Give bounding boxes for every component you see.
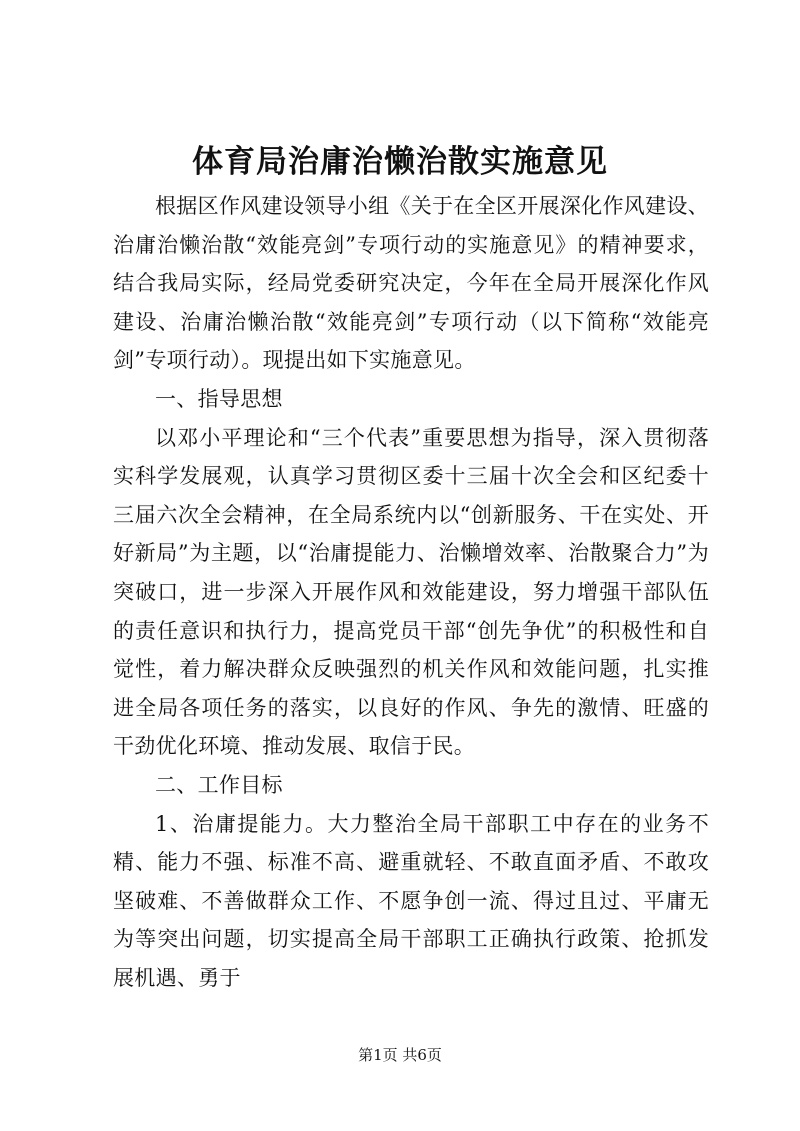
section-heading-guiding-ideology: 一、指导思想: [155, 386, 283, 411]
section-heading-work-goals: 二、工作目标: [155, 772, 283, 797]
paragraph-goal-1: 1、治庸提能力。大力整治全局干部职工中存在的业务不精、能力不强、标准不高、避重就轻、不敢直面矛盾、不敢攻坚破难、不善做群众工作、不愿争创一流、得过且过、平庸无为等突出问题，切实提高全局干部职工正确执行政策、抢抓发展机遇、勇于: [113, 811, 709, 990]
paragraph-intro: 根据区作风建设领导小组《关于在全区开展深化作风建设、治庸治懒治散“效能亮剑”专项行动的实施意见》的精神要求，结合我局实际，经局党委研究决定，今年在全局开展深化作风建设、治庸治懒治散“效能亮剑”专项行动（以下简称“效能亮剑”专项行动）。现提出如下实施意见。: [113, 194, 709, 373]
paragraph-guiding-ideology: 以邓小平理论和“三个代表”重要思想为指导，深入贯彻落实科学发展观，认真学习贯彻区委十三届十次全会和区纪委十三届六次全会精神，在全局系统内以“创新服务、干在实处、开好新局”为主题，以“治庸提能力、治懒增效率、治散聚合力”为突破口，进一步深入开展作风和效能建设，努力增强干部队伍的责任意识和执行力，提高党员干部“创先争优”的积极性和自觉性，着力解决群众反映强烈的机关作风和效能问题，扎实推进全局各项任务的落实，以良好的作风、争先的激情、旺盛的干劲优化环境、推动发展、取信于民。: [113, 425, 709, 759]
page-indicator: 第1页 共6页: [358, 1046, 442, 1064]
document-body: [113, 187, 709, 997]
document-title: 体育局治庸治懒治散实施意见: [192, 144, 608, 180]
